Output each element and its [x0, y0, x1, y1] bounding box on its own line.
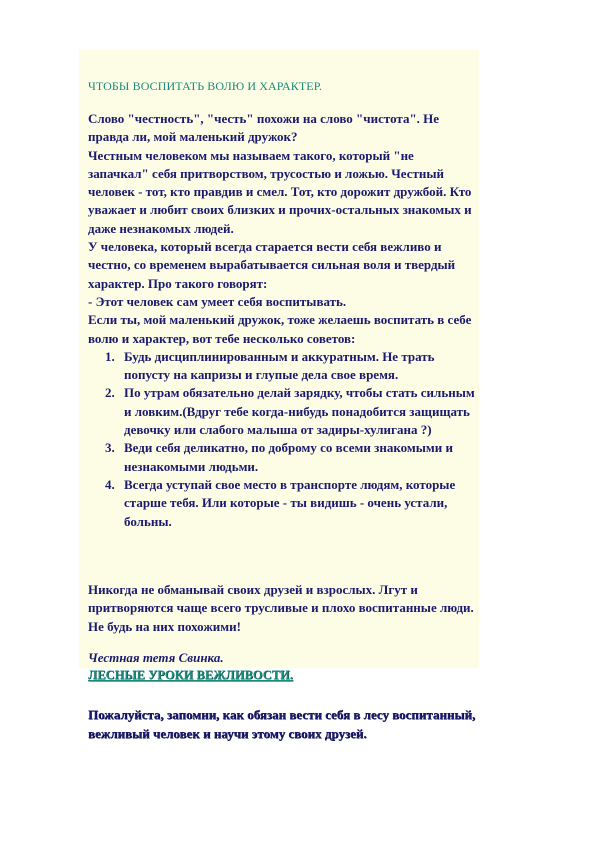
paragraph: - Этот человек сам умеет себя воспитывать.: [88, 293, 347, 309]
advice-item: По утрам обязательно делай зарядку, чтобы стать сильным и ловким.(Вдруг тебе когда-нибудь понадобится защищать девочку или слабого малыша от задиры-хулигана ?): [124, 385, 475, 438]
paragraph: Если ты, мой маленький дружок, тоже желаешь воспитать в себе волю и характер, вот тебе несколько советов:: [88, 312, 472, 346]
advice-item: Веди себя деликатно, по доброму со всеми знакомыми и незнакомыми людьми.: [124, 440, 453, 474]
forest-intro: Пожалуйста, запомни, как обязан вести себя в лесу воспитанный, вежливый человек и научи этому своих друзей.: [88, 707, 476, 741]
advice-item: Всегда уступай свое место в транспорте людям, которые старше тебя. Или которые - ты видишь - очень устали, больны.: [124, 476, 456, 529]
advice-list: [88, 348, 476, 531]
paragraph: Честным человеком мы называем такого, который "не запачкал" себя притворством, трусостью и ложью. Честный человек - тот, кто правдив и смел. Тот, кто дорожит дружбой. Кто уважает и любит своих близких и прочих-остальных знакомых и даже незнакомых людей.: [88, 147, 472, 236]
closing-paragraph: Никогда не обманывай своих друзей и взрослых. Лгут и притворяются чаще всего трусливые и плохо воспитанные люди. Не будь на них похожими!: [88, 582, 474, 634]
section-body: [88, 110, 476, 531]
section-title: ЧТОБЫ ВОСПИТАТЬ ВОЛЮ И ХАРАКТЕР.: [88, 79, 323, 93]
advice-item: Будь дисциплинированным и аккуратным. Не трать попусту на капризы и глупые дела свое время.: [124, 348, 435, 383]
paragraph: Слово "честность", "честь" похожи на слово "чистота". Не правда ли, мой маленький дружок?: [88, 111, 440, 145]
paragraph: У человека, который всегда старается вести себя вежливо и честно, со временем вырабатывается сильная воля и твердый характер. Про такого говорят:: [88, 239, 456, 291]
section-title-forest: ЛЕСНЫЕ УРОКИ ВЕЖЛИВОСТИ.: [88, 668, 294, 682]
signature: Честная тетя Свинка.: [88, 650, 224, 665]
